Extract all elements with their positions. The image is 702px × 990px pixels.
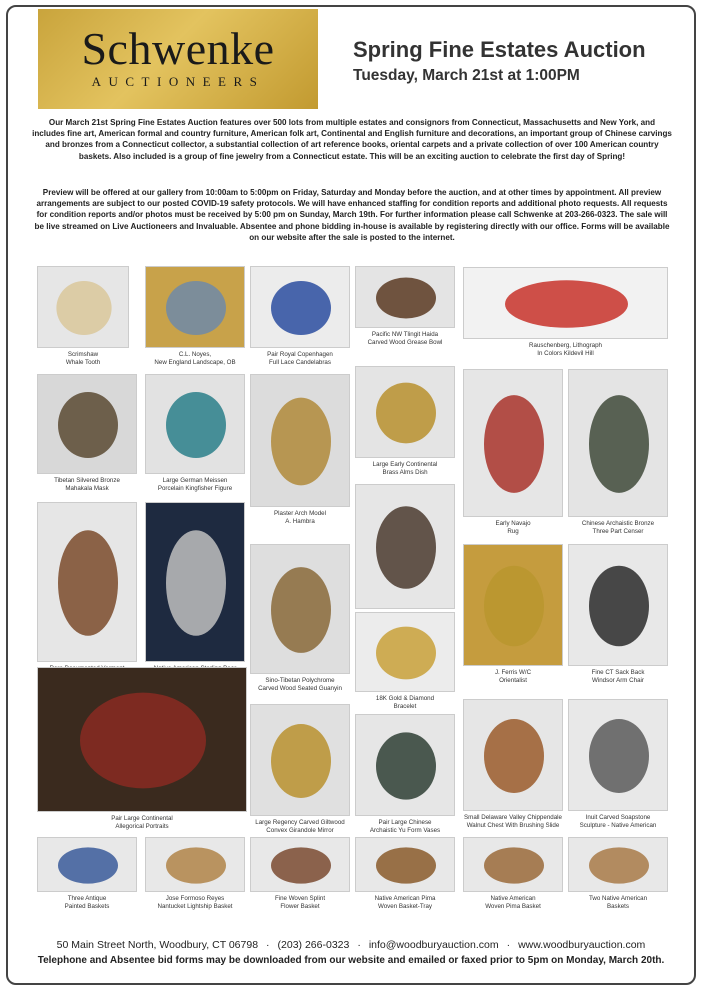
portraits-icon <box>80 693 206 789</box>
auction-title: Spring Fine Estates Auction <box>353 37 646 62</box>
nantucket-basket-photo <box>145 837 245 892</box>
lot-caption-line: Convex Girandole Mirror <box>266 827 334 835</box>
lot-caption-line: Large German Meissen <box>162 477 228 484</box>
separator: · <box>506 939 511 951</box>
lot-caption-line: A. Hambra <box>285 518 315 526</box>
preview-paragraph: Preview will be offered at our gallery from 10:00am to 5:00pm on Friday, Saturday and Monday before the auction, and at other times by appointment. All preview arrangements are subject to our posted COVID-19 safety protocols. We will have enhanced staffing for condition reports and additional photo requests. All requests for condition reports and/or photos must be received by 5:00 pm on Sunday, March 19th. For further information please call Schwenke at 203-266-0323. The sale will be live streamed on Live Auctioneers and Invaluable. Absentee and phone bidding in-house is available by registering directly with our office. Forms will be available on our website after the sale is posted to the internet. <box>34 188 670 242</box>
bronze-censer-photo <box>568 369 668 517</box>
lot-caption <box>244 351 356 367</box>
arch-model-icon <box>271 398 331 486</box>
orientalist-painting-icon <box>484 566 544 647</box>
lot-caption-line: Large Regency Carved Giltwood <box>255 819 345 826</box>
bronze-mask-icon <box>58 392 118 458</box>
walnut-chest-photo <box>463 699 563 811</box>
windsor-chair-icon <box>58 530 118 636</box>
lot-caption-line: Pair Large Chinese <box>378 819 432 826</box>
lot-caption-line: C.L. Noyes, <box>178 351 212 358</box>
windsor-chair-photo <box>37 502 137 662</box>
lot-caption <box>31 815 253 831</box>
lithograph-photo <box>463 267 668 339</box>
lot-caption-line: Baskets <box>606 903 629 911</box>
lot-caption-line: Orientalist <box>499 677 527 685</box>
lot-caption-line: Three Antique <box>67 895 107 902</box>
lot-caption <box>349 895 461 911</box>
brass-dish-photo <box>355 366 455 458</box>
girandole-mirror-icon <box>271 724 331 798</box>
lot-caption-line: Two Native American <box>588 895 648 902</box>
separator: · <box>357 939 361 951</box>
lot-caption <box>31 351 135 367</box>
walnut-chest-icon <box>484 719 544 793</box>
lot-caption <box>349 819 461 835</box>
soapstone-sculpture-photo <box>568 699 668 811</box>
lot-caption-line: Native American <box>490 895 536 902</box>
girandole-mirror-photo <box>250 704 350 816</box>
lot-caption <box>349 461 461 477</box>
email-link[interactable]: info@woodburyauction.com <box>368 939 499 951</box>
separator: · <box>266 939 270 951</box>
lot-caption-line: Woven Pima Basket <box>485 903 541 911</box>
address: 50 Main Street North, Woodbury, CT 06798 <box>56 939 259 951</box>
guanyin-figure-photo <box>250 544 350 674</box>
bronze-censer-icon <box>589 395 649 493</box>
lot-caption <box>31 895 143 911</box>
lot-caption <box>31 477 143 493</box>
bracelet-photo <box>355 612 455 692</box>
lot-caption-line: Scrimshaw <box>67 351 99 358</box>
bid-forms-note: Telephone and Absentee bid forms may be downloaded from our website and emailed or faxed prior to 5pm on Monday, March 20th. <box>37 955 665 966</box>
lot-caption <box>562 669 674 685</box>
lot-caption-line: Sculpture - Native American <box>579 822 657 830</box>
necklace-icon <box>166 530 226 636</box>
bronze-vases-icon <box>376 732 436 799</box>
soapstone-sculpture-icon <box>589 719 649 793</box>
lithograph-icon <box>505 280 628 328</box>
basket-tray-icon <box>376 847 436 883</box>
lot-caption <box>244 510 356 526</box>
lot-caption-line: Pair Royal Copenhagen <box>267 351 333 358</box>
lot-caption-line: Large Early Continental <box>372 461 438 468</box>
lot-caption-line: Early Navajo <box>495 520 531 527</box>
lot-caption <box>457 669 569 685</box>
orientalist-painting-photo <box>463 544 563 666</box>
website-link[interactable]: www.woodburyauction.com <box>518 939 646 951</box>
lot-caption <box>562 814 674 830</box>
lot-caption-line: Native American Pima <box>374 895 436 902</box>
auction-flyer <box>6 5 696 985</box>
lot-caption-line: Pair Large Continental <box>111 815 173 822</box>
navajo-rug-icon <box>484 395 544 493</box>
whale-tooth-icon <box>56 281 111 335</box>
lot-caption-line: Nantucket Lightship Basket <box>157 903 233 911</box>
two-baskets-icon <box>589 847 649 883</box>
lot-caption-line: Woven Basket-Tray <box>378 903 432 911</box>
lot-caption <box>349 695 461 711</box>
lot-caption <box>562 520 674 536</box>
lot-caption-line: Sino-Tibetan Polychrome <box>265 677 335 684</box>
lot-caption-line: Windsor Arm Chair <box>592 677 644 685</box>
splint-basket-photo <box>250 837 350 892</box>
lot-caption-line: Fine CT Sack Back <box>591 669 645 676</box>
lot-caption-line: Rug <box>507 528 519 536</box>
lot-caption-line: J. Ferris W/C <box>494 669 532 676</box>
lot-caption-line: Allegorical Portraits <box>115 823 169 831</box>
bronze-mask-photo <box>37 374 137 474</box>
lot-caption-line: Inuit Carved Soapstone <box>585 814 651 821</box>
lot-caption-line: 18K Gold & Diamond <box>375 695 435 702</box>
lot-caption-line: Pacific NW Tlingit Haida <box>371 331 439 338</box>
baskets-photo <box>37 837 137 892</box>
bronze-sculpture-icon <box>376 506 436 589</box>
lot-caption-line: Tibetan Silvered Bronze <box>54 477 120 484</box>
candelabra-photo <box>250 266 350 348</box>
lot-caption-line: Three Part Censer <box>592 528 644 536</box>
lot-caption-line: Fine Woven Splint <box>274 895 326 902</box>
lot-caption-line: Plaster Arch Model <box>274 510 326 517</box>
lot-caption-line: Walnut Chest With Brushing Slide <box>466 822 560 830</box>
portraits-photo <box>37 667 247 812</box>
lot-caption <box>139 351 251 367</box>
bracelet-icon <box>376 627 436 680</box>
lot-caption-line: In Colors Kildevil Hill <box>537 350 594 358</box>
lot-caption <box>244 819 356 835</box>
guanyin-figure-icon <box>271 567 331 653</box>
phone-number[interactable]: (203) 266-0323 <box>277 939 350 951</box>
lot-caption <box>457 814 569 830</box>
lot-caption-line: Full Lace Candelabras <box>269 359 331 367</box>
nantucket-basket-icon <box>166 847 226 883</box>
lot-caption-line: Rauschenberg, Lithograph <box>529 342 602 349</box>
lot-caption-line: Bracelet <box>393 703 417 711</box>
lot-caption-line: Jose Formoso Reyes <box>165 895 225 902</box>
arch-model-photo <box>250 374 350 507</box>
whale-tooth-photo <box>37 266 129 348</box>
pima-basket-icon <box>484 847 544 883</box>
sack-back-chair-icon <box>589 566 649 647</box>
lot-caption-line: Porcelain Kingfisher Figure <box>157 485 233 493</box>
lot-caption-line: Flower Basket <box>280 903 320 911</box>
carved-bowl-photo <box>355 266 455 328</box>
lot-caption <box>349 331 461 347</box>
lot-caption-line: Small Delaware Valley Chippendale <box>464 814 562 821</box>
candelabra-icon <box>271 281 331 335</box>
carved-bowl-icon <box>376 278 436 319</box>
landscape-painting-photo <box>145 266 245 348</box>
lot-caption-line: Brass Alms Dish <box>382 469 428 477</box>
lot-caption <box>139 477 251 493</box>
two-baskets-photo <box>568 837 668 892</box>
logo-subtitle: AUCTIONEERS <box>91 74 265 89</box>
bronze-vases-photo <box>355 714 455 816</box>
lot-caption-line: Whale Tooth <box>65 359 101 367</box>
lot-caption-line: Painted Baskets <box>64 903 110 911</box>
kingfisher-icon <box>166 392 226 458</box>
lot-caption <box>244 895 356 911</box>
lot-caption <box>562 895 674 911</box>
lot-caption <box>457 895 569 911</box>
necklace-photo <box>145 502 245 662</box>
bronze-sculpture-photo <box>355 484 455 609</box>
basket-tray-photo <box>355 837 455 892</box>
lot-caption <box>457 342 674 358</box>
kingfisher-photo <box>145 374 245 474</box>
lot-caption-line: New England Landscape, OB <box>154 359 236 367</box>
landscape-painting-icon <box>166 281 226 335</box>
lot-caption <box>457 520 569 536</box>
contact-line <box>8 939 694 951</box>
lot-caption-line: Mahakala Mask <box>65 485 109 493</box>
sack-back-chair-photo <box>568 544 668 666</box>
auction-date: Tuesday, March 21st at 1:00PM <box>353 67 580 84</box>
lot-caption-line: Carved Wood Seated Guanyin <box>258 685 342 693</box>
brass-dish-icon <box>376 383 436 444</box>
navajo-rug-photo <box>463 369 563 517</box>
lot-caption-line: Carved Wood Grease Bowl <box>367 339 443 347</box>
schwenke-logo <box>38 9 318 109</box>
baskets-icon <box>58 847 118 883</box>
lot-caption-line: Archaistic Yu Form Vases <box>369 827 441 835</box>
lot-caption <box>139 895 251 911</box>
splint-basket-icon <box>271 847 331 883</box>
intro-paragraph: Our March 21st Spring Fine Estates Auction features over 500 lots from multiple estates and consignors from Connecticut, Massachusetts and New York, and includes fine art, American formal and country furniture, American folk art, Continental and English furniture and decorations, an important group of Chinese carvings and bronzes from a Connecticut collector, a substantial collection of art reference books, oriental carpets and a private collection of over 100 American country baskets. Also included is a group of fine jewelry from a Connecticut estate. This will be an exciting auction to celebrate the first day of Spring! <box>32 118 672 161</box>
lot-caption <box>244 677 356 693</box>
lot-caption-line: Chinese Archaistic Bronze <box>581 520 655 527</box>
pima-basket-photo <box>463 837 563 892</box>
logo-name: Schwenke <box>81 23 275 74</box>
